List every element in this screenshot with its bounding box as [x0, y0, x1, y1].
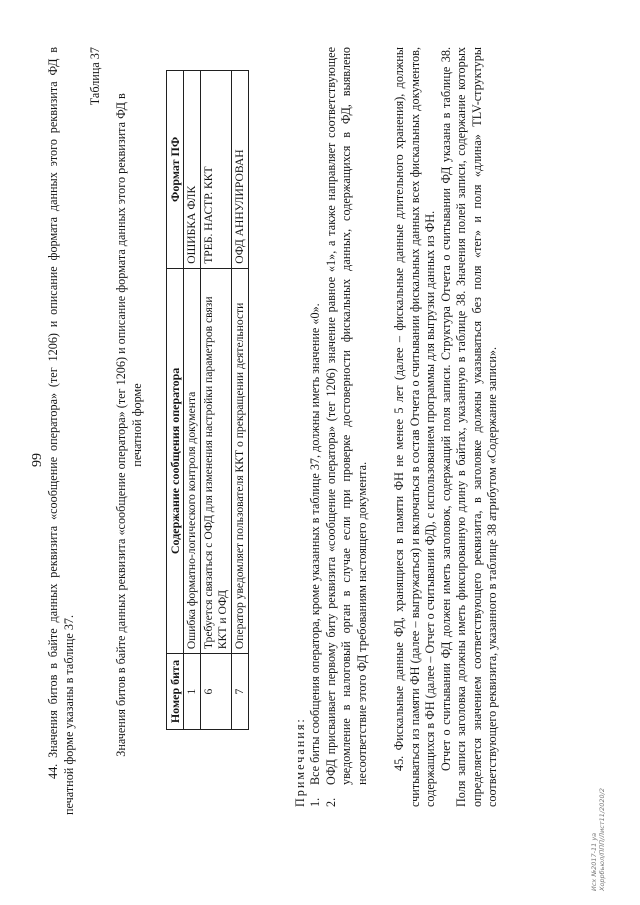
- section-45: [392, 47, 501, 807]
- note-item: [324, 47, 371, 807]
- notes-block: [293, 47, 370, 807]
- cell-content: Требуется связаться с ОФД для изменения настройки параметров связи ККТ и ОФД: [201, 268, 232, 653]
- note-text: Все биты сообщения оператора, кроме указанных в таблице 37, должны иметь значение «0».: [308, 303, 322, 785]
- note-number: 2.: [323, 797, 338, 807]
- cell-content: Ошибка форматно-логического контроля документа: [184, 268, 201, 653]
- cell-format: ОШИБКА ФЛК: [184, 71, 201, 269]
- cell-bit: 1: [184, 654, 201, 730]
- header-bit-number: Номер бита: [167, 654, 184, 730]
- table-caption: Значения битов в байте данных реквизита «сообщение оператора» (тег 1206) и описание формата данных этого реквизита ФД в печатной форме: [114, 93, 144, 757]
- section-44-paragraph: [46, 47, 77, 815]
- section-44-text: 44. Значения битов в байте данных реквизита «сообщение оператора» (тег 1206) и описание формата данных этого реквизита ФД в печатной форме указаны в таблице 37.: [46, 47, 76, 815]
- header-message-content: Содержание сообщения оператора: [167, 268, 184, 653]
- table-row: [201, 71, 232, 730]
- cell-bit: 6: [201, 654, 232, 730]
- table-label: Таблица 37: [88, 47, 102, 106]
- document-stamp: [590, 691, 606, 891]
- note-number: 1.: [308, 797, 322, 807]
- section-45-paragraph-1: 45. Фискальные данные ФД, хранящиеся в памяти ФН не менее 5 лет (далее – фискальные данные длительного хранения), должны считываться из памяти ФН (далее – выгружаться) и включаться в состав Отчета о считывании фискальных данных всех фискальных документов, содержащихся в ФН (далее – Отчет о считывании ФД), с использованием программы для выгрузки данных из ФН.: [392, 47, 437, 807]
- cell-format: ОФД АННУЛИРОВАН: [232, 71, 249, 269]
- page-number: 99: [30, 453, 45, 467]
- cell-format: ТРЕБ. НАСТР. ККТ: [201, 71, 232, 269]
- stamp-line-2: Хоррбьюл/ППП/Лист11/2020/2: [598, 788, 606, 891]
- table-row: [184, 71, 201, 730]
- table-37: [166, 70, 249, 730]
- note-item: [308, 47, 324, 807]
- table-header-row: [167, 71, 184, 730]
- section-45-paragraph-2: Отчет о считывании ФД должен иметь заголовок, содержащий поля записи. Структура Отчета о считывании ФД указана в таблице 38. Поля записи заголовка должны иметь фиксированную длину в байтах, указанную в таблице 38. Значения полей записи, содержание которых определяется значением соответствующего реквизита, в заголовке должны указываться без поля «тег» и поля «длина» TLV-структуры соответствующего реквизита, указанного в таблице 38 атрибутом «Содержание записи».: [438, 47, 499, 807]
- notes-title: Примечания:: [293, 717, 307, 807]
- cell-bit: 7: [232, 654, 249, 730]
- header-print-format: Формат ПФ: [167, 71, 184, 269]
- cell-content: Оператор уведомляет пользователя ККТ о прекращении деятельности: [232, 268, 249, 653]
- note-text: ОФД присваивает первому биту реквизита «сообщение оператора» (тег 1206) значение равное «1», а также направляет соответствующее уведомление в налоговый орган в случае если при проверке достоверности фискальных данных, содержащихся в ФД, выявлено несоответствие этого ФД требованиям настоящего документа.: [323, 47, 369, 785]
- table-row: [232, 71, 249, 730]
- stamp-line-1: Исх №2017-11 ya: [590, 832, 598, 891]
